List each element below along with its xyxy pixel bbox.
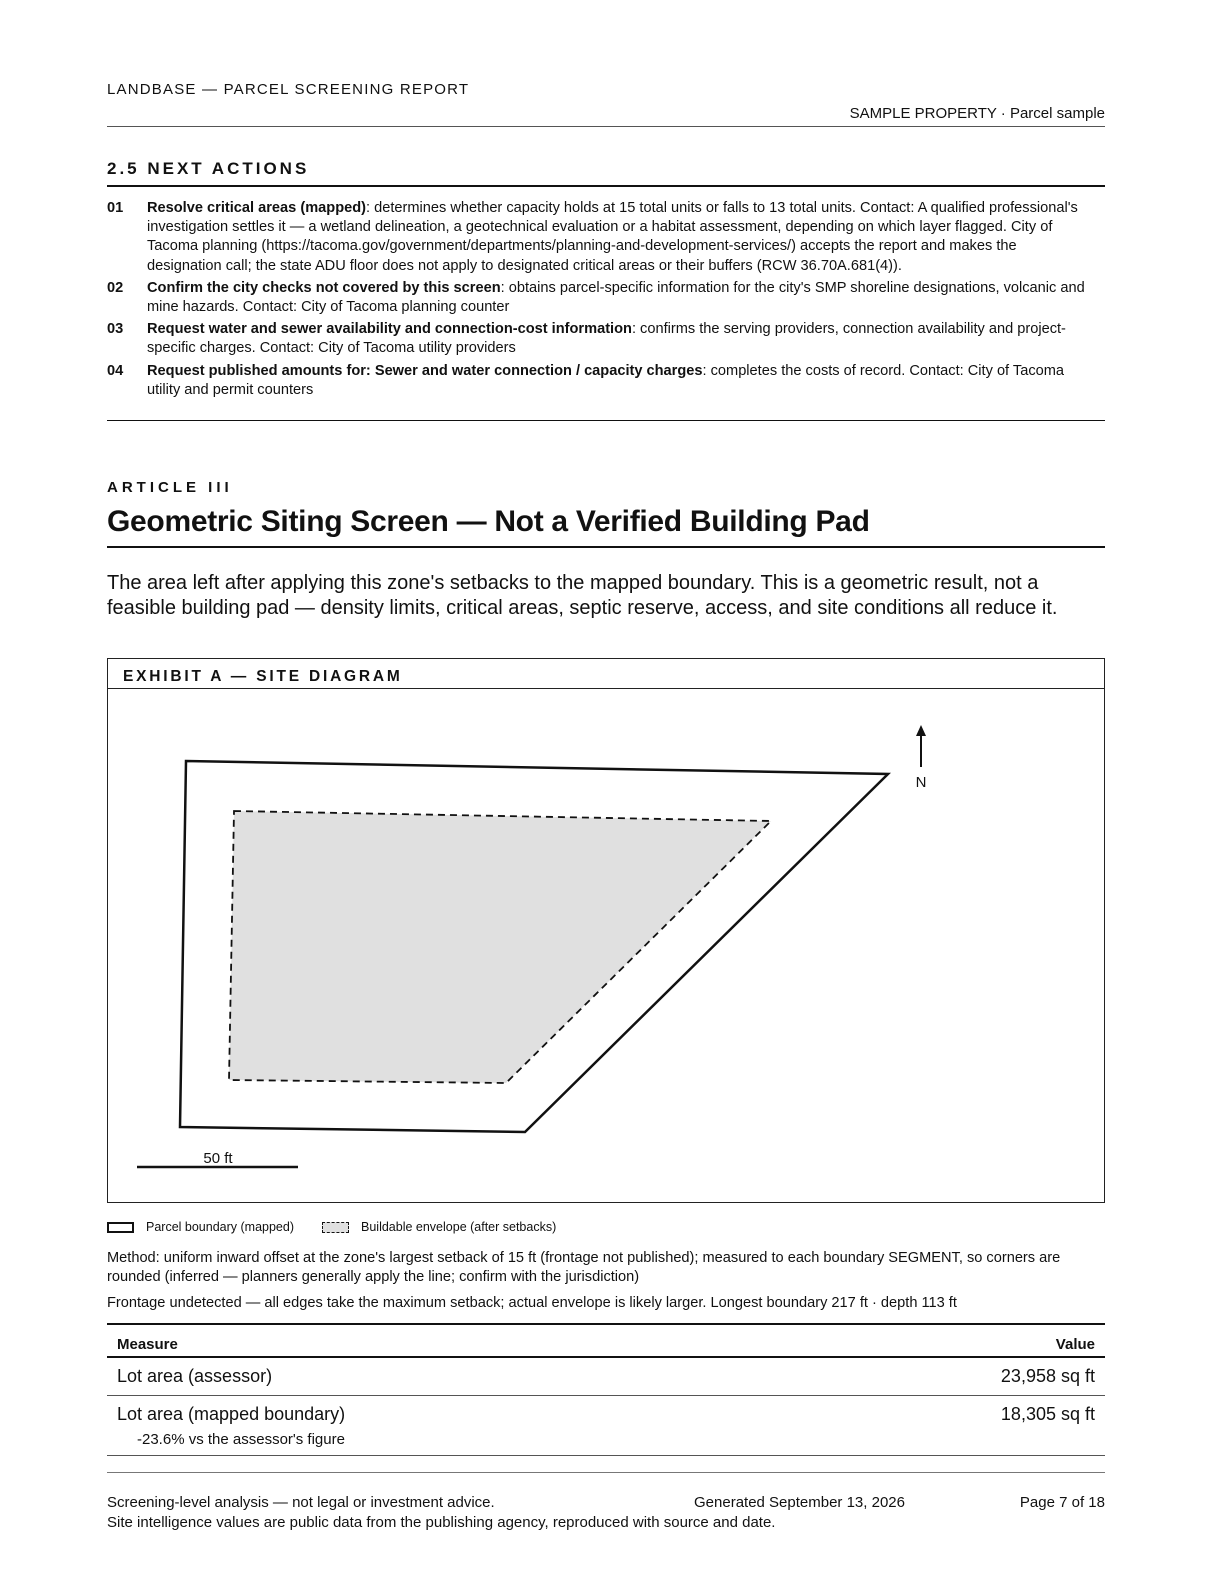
actions-divider — [107, 420, 1105, 421]
section-divider — [107, 185, 1105, 187]
action-text — [147, 279, 1105, 317]
action-title: Confirm the city checks not covered by this screen — [147, 279, 501, 296]
value-cell: 23,958 sq ft — [791, 1357, 1105, 1396]
action-detail: : obtains parcel-specific information for the city's SMP shoreline designations, volcanic and mine hazards. Contact: City of Tacoma planning counter — [147, 279, 1085, 316]
action-text — [147, 362, 1105, 400]
action-number: 01 — [107, 200, 124, 216]
scale-bar-label: 50 ft — [203, 1150, 233, 1167]
action-title: Request published amounts for: Sewer and water connection / capacity charges — [147, 362, 703, 379]
action-text — [147, 320, 1105, 358]
action-number: 04 — [107, 362, 124, 379]
legend-item-parcel — [107, 1220, 294, 1234]
legend-envelope-label: Buildable envelope (after setbacks) — [361, 1220, 557, 1234]
site-diagram — [108, 659, 1104, 1202]
buildable-envelope — [229, 811, 771, 1083]
action-number: 03 — [107, 321, 124, 338]
article-title: Geometric Siting Screen — Not a Verified Building Pad — [107, 505, 870, 538]
section-title: 2.5 NEXT ACTIONS — [107, 159, 310, 178]
measure-label: Lot area (mapped boundary) — [117, 1404, 346, 1424]
action-item — [107, 320, 1105, 358]
action-detail: : completes the costs of record. Contact: City of Tacoma utility and permit counters — [147, 362, 1065, 398]
footer-disclaimer: Screening-level analysis — not legal or investment advice. — [107, 1494, 495, 1511]
action-detail: : determines whether capacity holds at 15 total units or falls to 13 total units. Contact: A qualified professional's investigation settles it — a wetland delineation, a geotechnical evaluation or a habitat assessment, depending on which layer flagged. City of Tacoma planning (https://tacoma.gov/government/departments/planning-and-development-services/) accepts the report and makes the designation call; the state ADU floor does not apply to designated critical areas or their buffers (RCW 36.70A.681(4)). — [147, 200, 1078, 274]
header-divider — [107, 126, 1105, 127]
measure-column-header: Measure — [107, 1324, 791, 1357]
article-divider — [107, 546, 1105, 548]
footer-generated-date: Generated September 13, 2026 — [694, 1494, 905, 1511]
value-cell: 18,305 sq ft — [791, 1396, 1105, 1456]
footer-source-note: Site intelligence values are public data from the publishing agency, reproduced with source and date. — [107, 1514, 776, 1531]
measure-note: -23.6% vs the assessor's figure — [137, 1431, 345, 1448]
action-item — [107, 362, 1105, 400]
measures-table — [107, 1323, 1105, 1456]
legend-parcel-label: Parcel boundary (mapped) — [146, 1220, 294, 1234]
footer-divider — [107, 1472, 1105, 1473]
action-text — [147, 199, 1105, 276]
value-column-header: Value — [791, 1324, 1105, 1357]
next-actions-list — [107, 199, 1105, 403]
diagram-legend — [107, 1220, 584, 1234]
exhibit-title: EXHIBIT A — SITE DIAGRAM — [123, 668, 403, 685]
article-label: ARTICLE III — [107, 479, 233, 496]
action-title: Resolve critical areas (mapped) — [147, 200, 367, 216]
measure-label: Lot area (assessor) — [117, 1366, 273, 1386]
table-row — [107, 1357, 1105, 1396]
action-title: Request water and sewer availability and connection-cost information — [147, 321, 632, 338]
frontage-note: Frontage undetected — all edges take the maximum setback; actual envelope is likely larger. Longest boundary 217 ft · depth 113 ft — [107, 1295, 957, 1311]
report-page — [107, 0, 1105, 1584]
article-intro: The area left after applying this zone's setbacks to the mapped boundary. This is a geometric result, not a feasible building pad — density limits, critical areas, septic reserve, access, and site conditions all reduce it. — [107, 572, 1058, 619]
north-arrow-icon — [916, 725, 926, 767]
envelope-swatch — [322, 1222, 349, 1233]
site-diagram-exhibit — [107, 658, 1105, 1203]
action-item — [107, 199, 1105, 276]
report-title: LANDBASE — PARCEL SCREENING REPORT — [107, 81, 470, 98]
measure-cell — [107, 1396, 791, 1456]
table-row — [107, 1396, 1105, 1456]
action-item — [107, 279, 1105, 317]
action-detail: : confirms the serving providers, connection availability and project-specific charges. Contact: City of Tacoma utility providers — [147, 321, 1066, 357]
measure-cell — [107, 1357, 791, 1396]
property-label: SAMPLE PROPERTY · Parcel sample — [849, 105, 1105, 122]
action-number: 02 — [107, 279, 124, 296]
north-label: N — [915, 774, 927, 791]
parcel-swatch — [107, 1222, 134, 1233]
table-header-row — [107, 1324, 1105, 1357]
legend-item-envelope — [322, 1220, 556, 1234]
footer-page-number: Page 7 of 18 — [1019, 1494, 1105, 1511]
method-note: Method: uniform inward offset at the zone's largest setback of 15 ft (frontage not published); measured to each boundary SEGMENT, so corners are rounded (inferred — planners generally apply the line; confirm with the jurisdiction) — [107, 1250, 1061, 1286]
